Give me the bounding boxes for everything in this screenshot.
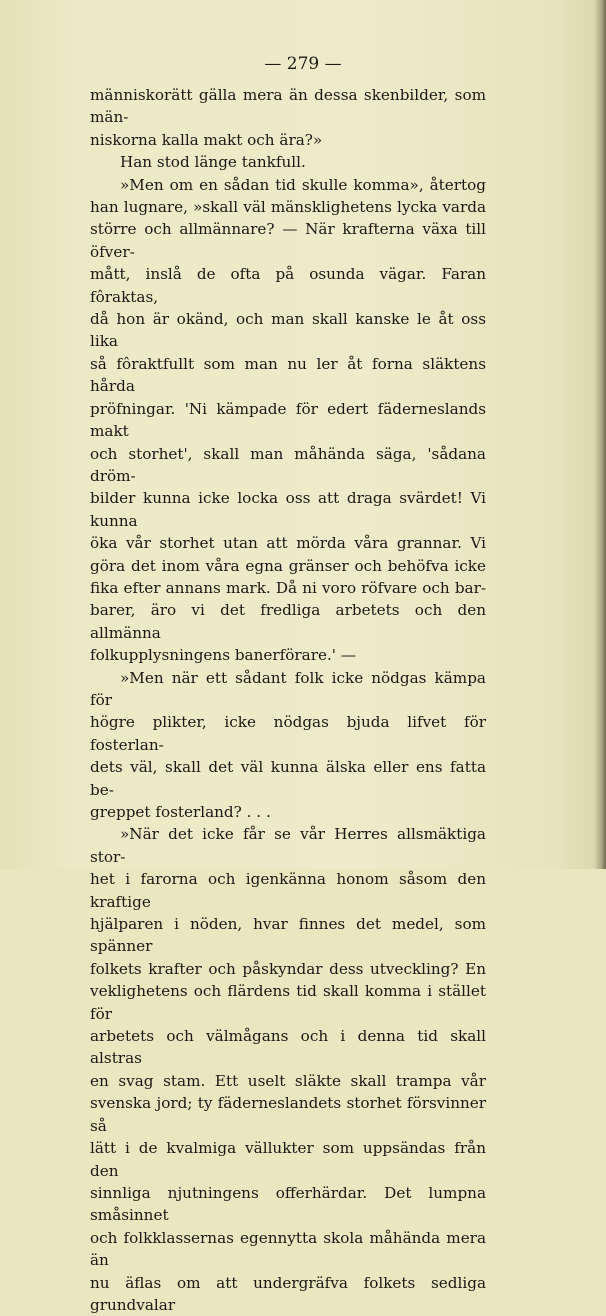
text-line: het i farorna och igenkänna honom såsom den kraftige xyxy=(90,870,486,911)
text-line: »Men när ett sådant folk icke nödgas kämpa för xyxy=(90,668,486,709)
text-line: »När det icke får se vår Herres allsmäktiga stor- xyxy=(90,825,486,866)
text-line: arbetets och välmågans och i denna tid skall alstras xyxy=(90,1027,486,1068)
text-line: »Men om en sådan tid skulle komma», återtog xyxy=(120,175,486,194)
body-text xyxy=(90,84,486,1316)
text-line: greppet fosterland? . . . xyxy=(90,803,271,821)
text-line: göra det inom våra egna gränser och behöfva icke xyxy=(90,556,486,575)
text-line: bilder kunna icke locka oss att draga svärdet! Vi kunna xyxy=(90,489,486,530)
text-line: Han stod länge tankfull. xyxy=(120,153,306,172)
text-line: svenska jord; ty fäderneslandets storhet försvinner så xyxy=(90,1094,486,1135)
text-line: människorätt gälla mera än dessa skenbilder, som män- xyxy=(90,86,486,127)
page-number: — 279 — xyxy=(264,54,342,74)
text-line: lätt i de kvalmiga vällukter som uppsändas från den xyxy=(90,1139,486,1180)
text-line: niskorna kalla makt och ära?» xyxy=(90,130,323,149)
text-line: och storhet', skall man måhända säga, 'sådana dröm- xyxy=(90,444,486,485)
text-line: mått, inslå de ofta på osunda vägar. Faran fôraktas, xyxy=(90,265,486,306)
text-line: veklighetens och flärdens tid skall komma i stället för xyxy=(90,982,486,1023)
text-line: sinnliga njutningens offerhärdar. Det lumpna småsinnet xyxy=(90,1183,486,1225)
text-line: öka vår storhet utan att mörda våra grannar. Vi xyxy=(90,534,486,553)
text-line: hjälparen i nöden, hvar finnes det medel, som spänner xyxy=(90,915,486,956)
text-line: folkupplysningens banerförare.' — xyxy=(90,646,356,665)
text-line: han lugnare, »skall väl mänsklighetens lycka varda xyxy=(90,198,486,217)
text-line: dets väl, skall det väl kunna älska eller ens fatta be- xyxy=(90,758,486,799)
text-line: så fôraktfullt som man nu ler åt forna släktens hårda xyxy=(90,354,486,396)
text-line: högre plikter, icke nödgas bjuda lifvet för fosterlan- xyxy=(90,713,486,754)
text-line: större och allmännare? — När krafterna växa till öfver- xyxy=(90,220,486,261)
text-line: barer, äro vi det fredliga arbetets och den allmänna xyxy=(90,601,486,642)
text-line: pröfningar. 'Ni kämpade för edert fäderneslands makt xyxy=(90,399,486,441)
text-line: folkets krafter och påskyndar dess utveckling? En xyxy=(90,959,486,978)
text-line: en svag stam. Ett uselt släkte skall trampa vår xyxy=(90,1071,486,1090)
text-line: och folkklassernas egennytta skola måhända mera än xyxy=(90,1228,486,1270)
text-line: då hon är okänd, och man skall kanske le åt oss lika xyxy=(90,310,486,351)
text-line: fika efter annans mark. Då ni voro röfvare och bar- xyxy=(90,578,486,597)
text-line: nu äflas om att undergräfva folkets sedliga grundvalar xyxy=(90,1273,486,1314)
page-edge-shadow xyxy=(594,0,606,869)
